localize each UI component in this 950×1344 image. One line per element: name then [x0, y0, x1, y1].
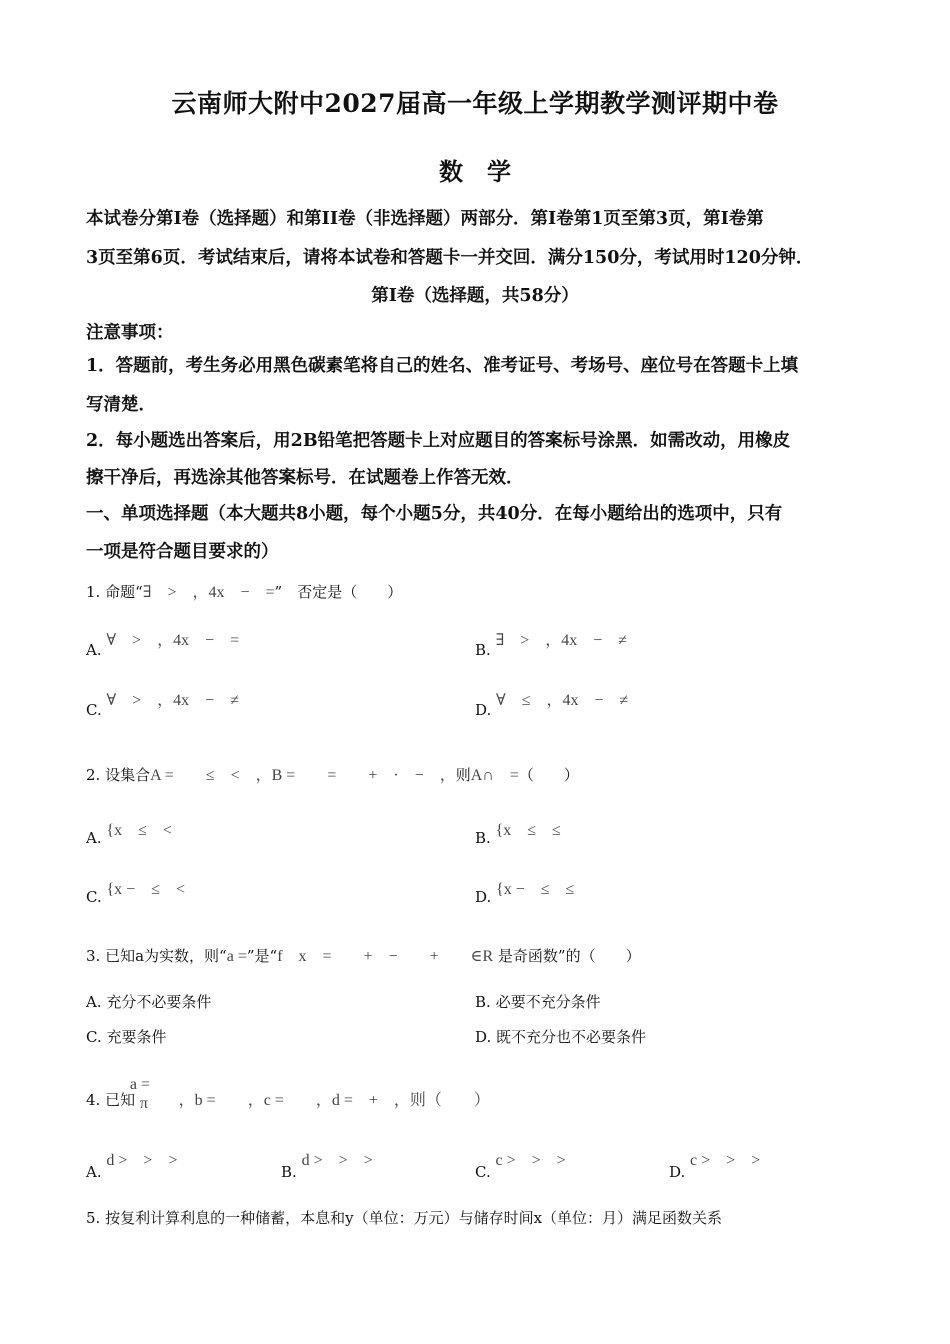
- q4-option-d: [669, 1152, 761, 1182]
- question-number: 3.: [86, 947, 101, 965]
- option-label: D.: [669, 1163, 686, 1181]
- q2-option-a: [86, 822, 172, 848]
- option-label: A.: [86, 1163, 102, 1181]
- question-text: 则: [455, 766, 471, 784]
- question-number: 4.: [86, 1091, 101, 1109]
- option-math: ∀ > ，4x − ≠: [106, 692, 239, 709]
- question-math: ，b = ，c = ，d = + ，则（ ）: [178, 1092, 490, 1109]
- question-text: 按复利计算利息的一种储蓄，本息和y（单位：万元）与储存时间x（单位：月）满足函数关系: [105, 1209, 723, 1227]
- q4-option-a: [86, 1152, 178, 1182]
- option-text: 充要条件: [106, 1028, 167, 1046]
- option-label: B.: [475, 829, 491, 847]
- question-text: 已知: [105, 1091, 136, 1109]
- question-2: [86, 762, 579, 785]
- intro-line-2: 3页至第6页．考试结束后，请将本试卷和答题卡一并交回．满分150分，考试用时120分钟．: [86, 248, 814, 268]
- option-math: {x ≤ ≤: [495, 822, 561, 839]
- q1-option-b: [475, 632, 628, 660]
- q2-option-d: [475, 881, 575, 907]
- option-label: B.: [475, 641, 491, 659]
- option-label: A.: [86, 641, 102, 659]
- option-text: 既不充分也不必要条件: [496, 1028, 647, 1046]
- option-label: C.: [475, 1163, 491, 1181]
- option-label: D.: [475, 888, 492, 906]
- option-math: d > > >: [106, 1152, 178, 1169]
- part1-heading: 第I卷（选择题，共58分）: [371, 286, 579, 306]
- question-text: 设集合: [105, 766, 151, 784]
- note-1-line-1: 1．答题前，考生务必用黑色碳素笔将自己的姓名、准考证号、考场号、座位号在答题卡上填: [86, 356, 799, 376]
- option-label: A.: [86, 993, 102, 1011]
- option-math: {x − ≤ ≤: [496, 881, 575, 898]
- question-text: 命题“: [105, 583, 143, 601]
- option-math: {x ≤ <: [106, 822, 172, 839]
- q2-option-c: [86, 881, 186, 907]
- option-text: 必要不充分条件: [495, 993, 601, 1011]
- q3-option-d: [475, 1026, 646, 1047]
- pi-symbol: π: [139, 1095, 148, 1112]
- question-1: [86, 579, 402, 602]
- option-math: ∀ ≤ ，4x − ≠: [496, 692, 629, 709]
- intro-line-1: 本试卷分第I卷（选择题）和第II卷（非选择题）两部分．第I卷第1页至第3页，第I卷第: [86, 209, 764, 229]
- option-math: d > > >: [301, 1152, 373, 1169]
- question-3: [86, 943, 641, 966]
- question-math: ∃ > ，4x − =: [142, 584, 275, 601]
- option-text: 充分不必要条件: [106, 993, 212, 1011]
- q1-option-c: [86, 692, 239, 720]
- question-math: A = ≤ < ，: [150, 767, 272, 784]
- section1-line-1: 一、单项选择题（本大题共8小题，每个小题5分，共40分．在每小题给出的选项中，只有: [86, 504, 783, 524]
- question-number: 5.: [86, 1209, 101, 1227]
- question-text: （ ）: [518, 766, 579, 784]
- question-text: ” 否定是（ ）: [274, 583, 403, 601]
- q4-option-b: [281, 1152, 373, 1182]
- question-math: a =: [226, 948, 247, 965]
- subject-title: 数 学: [439, 157, 511, 186]
- option-label: C.: [86, 1028, 102, 1046]
- question-4: [86, 1076, 490, 1112]
- question-5: [86, 1207, 722, 1228]
- option-math: c > > >: [495, 1152, 566, 1169]
- section1-line-2: 一项是符合题目要求的）: [86, 542, 279, 562]
- option-label: C.: [86, 701, 102, 719]
- q2-option-b: [475, 822, 561, 848]
- note-2-line-2: 擦干净后，再选涂其他答案标号．在试题卷上作答无效．: [86, 468, 524, 488]
- notes-heading: 注意事项：: [86, 323, 174, 343]
- exam-title: 云南师大附中2027届高一年级上学期教学测评期中卷: [171, 89, 779, 118]
- q1-option-a: [86, 632, 240, 660]
- option-label: B.: [281, 1163, 297, 1181]
- question-number: 2.: [86, 766, 101, 784]
- question-math: f x = + − + ∈R: [277, 948, 494, 965]
- question-number: 1.: [86, 583, 101, 601]
- q3-option-a: [86, 991, 211, 1012]
- option-label: C.: [86, 888, 102, 906]
- option-math: {x − ≤ <: [106, 881, 186, 898]
- question-math: A∩ =: [470, 767, 519, 784]
- question-text: ”是“: [246, 947, 278, 965]
- option-math: c > > >: [690, 1152, 761, 1169]
- option-label: D.: [475, 1028, 492, 1046]
- note-2-line-1: 2．每小题选出答案后，用2B铅笔把答题卡上对应题目的答案标号涂黑．如需改动，用橡皮: [86, 431, 791, 451]
- option-label: B.: [475, 993, 491, 1011]
- q3-option-c: [86, 1026, 167, 1047]
- question-text: 是奇函数”的（ ）: [497, 947, 641, 965]
- question-math: a =: [129, 1076, 151, 1093]
- q1-option-d: [475, 692, 629, 720]
- option-label: A.: [86, 829, 102, 847]
- question-text: 已知a为实数，则“: [105, 947, 227, 965]
- option-math: ∀ > ，4x − =: [106, 632, 240, 649]
- q3-option-b: [475, 991, 601, 1012]
- question-math: B = = + · − ，: [271, 767, 456, 784]
- option-label: D.: [475, 701, 492, 719]
- option-math: ∃ > ，4x − ≠: [495, 632, 628, 649]
- q4-option-c: [475, 1152, 566, 1182]
- note-1-line-2: 写清楚．: [86, 395, 156, 415]
